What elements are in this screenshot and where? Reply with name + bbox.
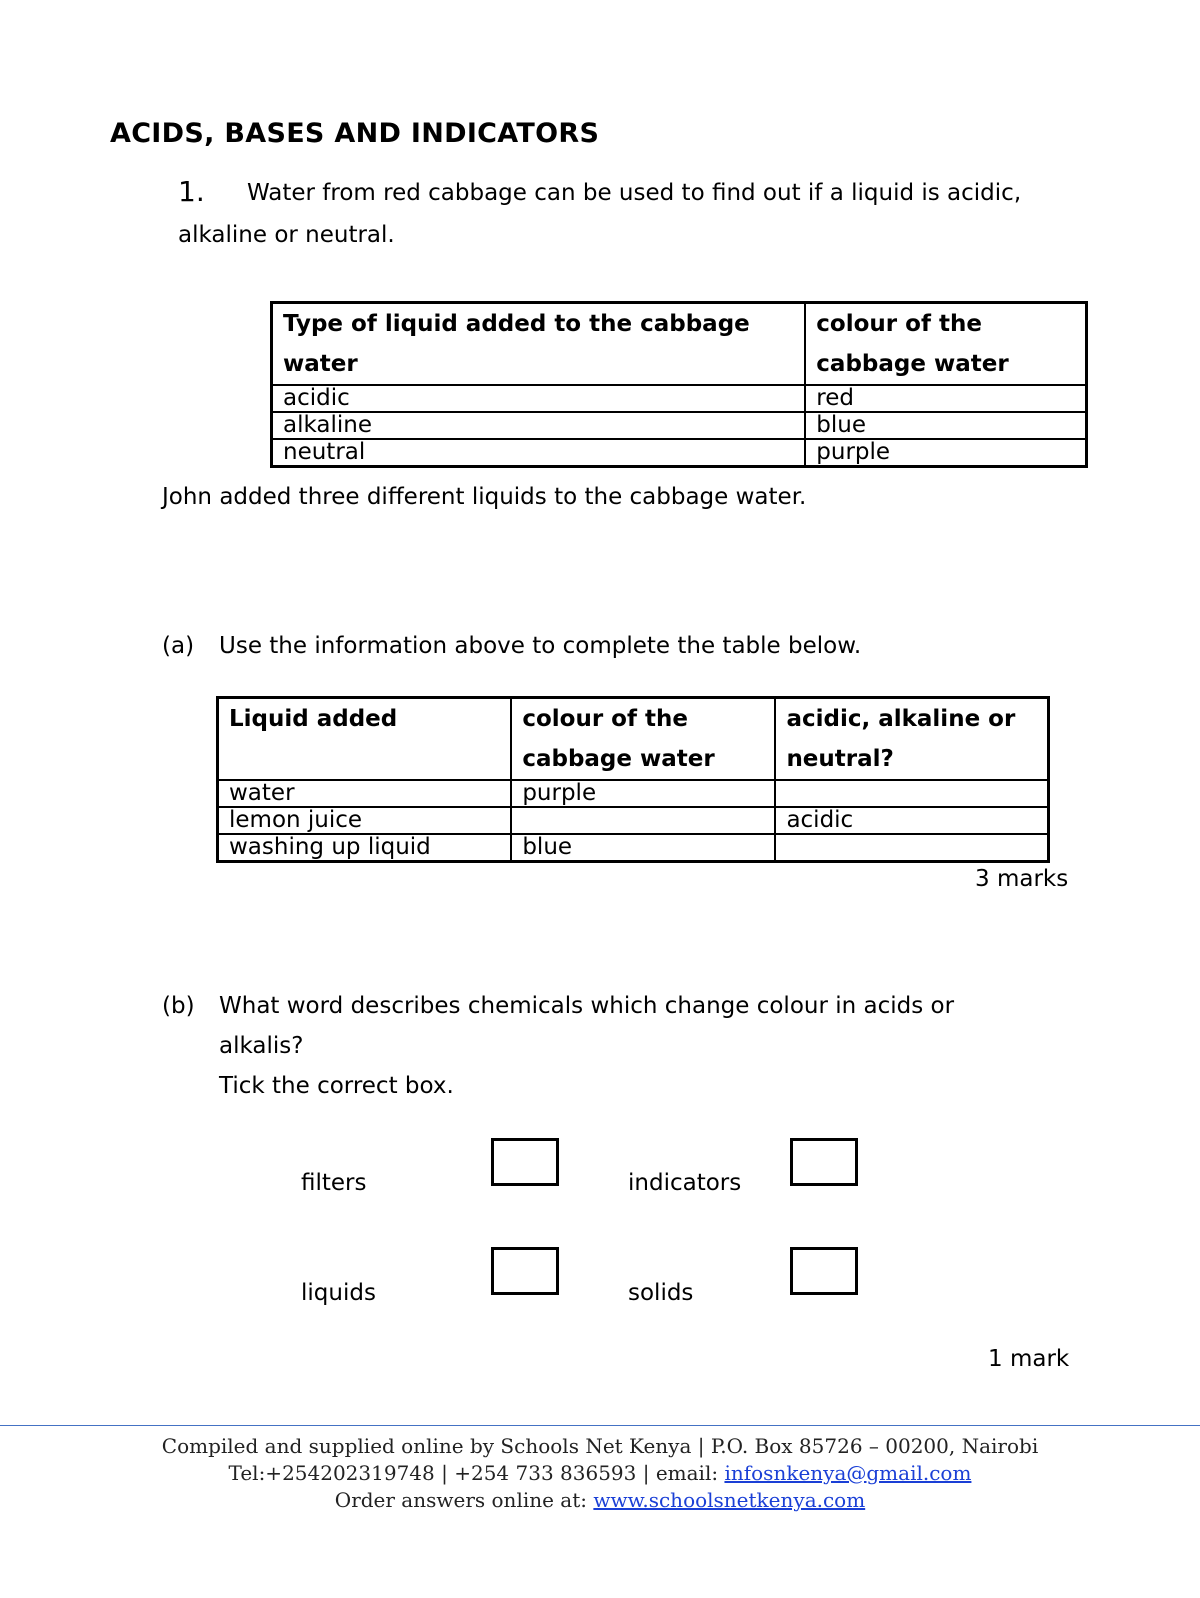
table-cell: lemon juice	[218, 807, 512, 834]
table-header-cell: colour of the cabbage water	[511, 698, 775, 781]
question-text-line-1: Water from red cabbage can be used to find out if a liquid is acidic,	[247, 180, 1022, 206]
table-cell: neutral	[272, 439, 806, 467]
footer-line-2	[0, 1461, 1200, 1485]
table-row	[218, 780, 1049, 807]
answer-cell[interactable]	[775, 780, 1048, 807]
table-row	[218, 807, 1049, 834]
footer-contact: Tel:+254202319748 | +254 733 836593 | email:	[228, 1461, 725, 1485]
table-cell: alkaline	[272, 412, 806, 439]
tick-box-solids[interactable]	[790, 1247, 858, 1295]
john-statement: John added three different liquids to the cabbage water.	[162, 484, 807, 510]
part-a-marks: 3 marks	[975, 866, 1069, 892]
footer-line-3	[0, 1488, 1200, 1512]
tick-box-liquids[interactable]	[491, 1247, 559, 1295]
table-header-cell: acidic, alkaline or neutral?	[775, 698, 1048, 781]
table-cell: acidic	[272, 385, 806, 412]
website-link[interactable]: www.schoolsnetkenya.com	[593, 1488, 866, 1512]
page-title: ACIDS, BASES AND INDICATORS	[110, 118, 600, 149]
email-link[interactable]: infosnkenya@gmail.com	[724, 1461, 972, 1485]
table-cell: red	[805, 385, 1086, 412]
part-b-label: (b)	[162, 993, 195, 1019]
answer-cell[interactable]	[511, 807, 775, 834]
table-cell: blue	[805, 412, 1086, 439]
option-label-solids: solids	[628, 1280, 694, 1306]
tick-box-filters[interactable]	[491, 1138, 559, 1186]
table-cell: blue	[511, 834, 775, 862]
table-cell: water	[218, 780, 512, 807]
table-cell: purple	[511, 780, 775, 807]
question-number: 1.	[178, 175, 205, 208]
option-label-liquids: liquids	[301, 1280, 376, 1306]
answer-cell[interactable]	[775, 834, 1048, 862]
liquid-results-table	[216, 696, 1050, 863]
tick-box-indicators[interactable]	[790, 1138, 858, 1186]
table-cell: purple	[805, 439, 1086, 467]
part-a-label: (a)	[162, 633, 195, 659]
footer-order-text: Order answers online at:	[334, 1488, 594, 1512]
question-text-line-2: alkaline or neutral.	[178, 222, 395, 248]
table-row	[272, 385, 1087, 412]
table-row	[218, 834, 1049, 862]
footer-line-1: Compiled and supplied online by Schools Net Kenya | P.O. Box 85726 – 00200, Nairobi	[161, 1434, 1039, 1458]
part-b-marks: 1 mark	[988, 1346, 1070, 1372]
table-cell: washing up liquid	[218, 834, 512, 862]
table-header-row	[272, 303, 1087, 386]
table-header-row	[218, 698, 1049, 781]
option-label-filters: filters	[301, 1170, 367, 1196]
indicator-colour-table	[270, 301, 1088, 468]
table-header-cell: Type of liquid added to the cabbage water	[272, 303, 806, 386]
part-b-text-line-1: What word describes chemicals which change colour in acids or	[219, 993, 955, 1019]
table-header-cell: Liquid added	[218, 698, 512, 781]
part-b-instruction: Tick the correct box.	[219, 1073, 454, 1099]
table-header-cell: colour of the cabbage water	[805, 303, 1086, 386]
table-cell: acidic	[775, 807, 1048, 834]
part-a-text: Use the information above to complete the table below.	[219, 633, 862, 659]
footer-divider	[0, 1425, 1200, 1426]
table-row	[272, 412, 1087, 439]
table-row	[272, 439, 1087, 467]
option-label-indicators: indicators	[628, 1170, 742, 1196]
part-b-text-line-2: alkalis?	[219, 1033, 304, 1059]
